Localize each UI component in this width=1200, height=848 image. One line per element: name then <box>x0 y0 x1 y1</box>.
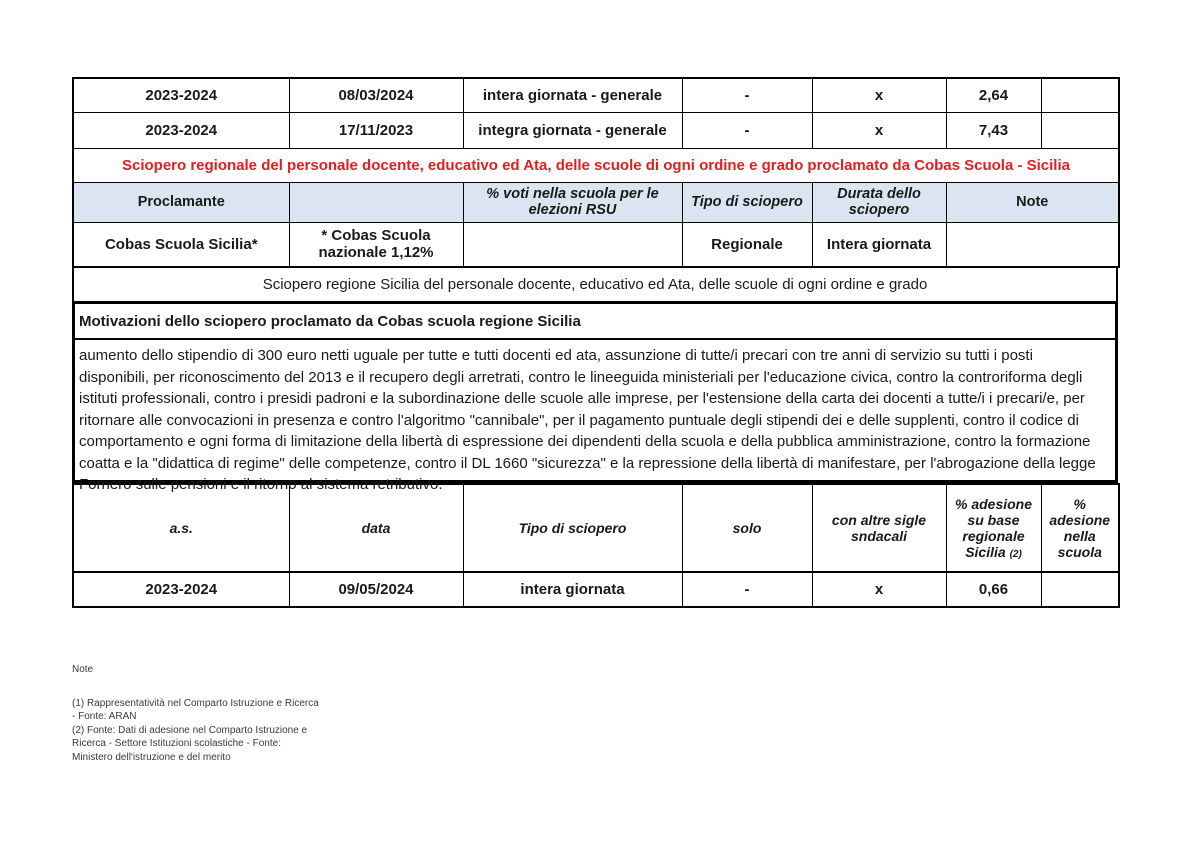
cell-solo: - <box>682 112 812 148</box>
cell-note <box>946 222 1119 267</box>
header-durata-sciopero: Durata dello sciopero <box>812 182 946 222</box>
motivazioni-title: Motivazioni dello sciopero proclamato da Cobas scuola regione Sicilia <box>75 304 1115 340</box>
detail-header-row <box>73 484 1119 572</box>
cell-con-altre: x <box>812 572 946 607</box>
cell-voti <box>463 222 682 267</box>
cell-tipo: intera giornata - generale <box>463 78 682 112</box>
cell-tipo: integra giornata - generale <box>463 112 682 148</box>
header-tipo-sciopero: Tipo di sciopero <box>463 484 682 572</box>
table-row <box>73 112 1119 148</box>
region-caption: Sciopero regione Sicilia del personale docente, educativo ed Ata, delle scuole di ogni ordine e grado <box>72 268 1118 301</box>
cell-adesione-regionale: 7,43 <box>946 112 1041 148</box>
cell-adesione-scuola <box>1041 112 1119 148</box>
strike-summary-table <box>72 77 1120 268</box>
header-voti-rsu: % voti nella scuola per le elezioni RSU <box>463 182 682 222</box>
red-banner-row <box>73 148 1119 182</box>
motivazioni-body: aumento dello stipendio di 300 euro netti uguale per tutte e tutti docenti ed ata, assunzione di tutte/i precari con tre anni di servizio su tutti i posti disponibili, per riconoscimento del 2013 e il recupero degli arretrati, contro le lineeguida ministeriali per l'educazione civica, contro la controriforma degli istituti professionali, contro i presidi padroni e la subordinazione delle scuole alle imprese, per l'estensione della carta dei docenti a tutte/i i precari/e, per ritornare alle convocazioni in presenza e contro l'algoritmo "cannibale", per il pagamento puntuale degli stipendi dei e delle supplenti, contro il codice di comportamento e ogni forma di limitazione della libertà di espressione dei dipendenti della scuola e della pubblica amministrazione, contro la formazione coatta e la "didattica di regime" delle competenze, contro il DL 1660 "sicurezza" e la repressione della libertà di manifestare, per l'abrogazione della legge Fornero sulle pensioni e il ritorno al sistema retributivo. <box>79 347 1096 493</box>
document-page <box>72 77 1118 764</box>
cell-tipo: intera giornata <box>463 572 682 607</box>
header-adesione-scuola: % adesione nella scuola <box>1041 484 1119 572</box>
header-tipo-sciopero: Tipo di sciopero <box>682 182 812 222</box>
footnote-1: (1) Rappresentatività nel Comparto Istruzione e Ricerca - Fonte: ARAN <box>72 697 319 722</box>
cell-data: 09/05/2024 <box>289 572 463 607</box>
strike-detail-table <box>72 483 1120 608</box>
cell-as: 2023-2024 <box>73 112 289 148</box>
header-data: data <box>289 484 463 572</box>
cell-adesione-regionale: 2,64 <box>946 78 1041 112</box>
cell-as: 2023-2024 <box>73 78 289 112</box>
header-solo: solo <box>682 484 812 572</box>
cell-data: 17/11/2023 <box>289 112 463 148</box>
footnotes <box>72 663 324 764</box>
header-proclamante: Proclamante <box>73 182 289 222</box>
cell-con-altre: x <box>812 112 946 148</box>
footnotes-title: Note <box>72 664 94 675</box>
cell-dettaglio-nazionale: * Cobas Scuola nazionale 1,12% <box>289 222 463 267</box>
detail-data-row <box>73 572 1119 607</box>
cell-durata: Intera giornata <box>812 222 946 267</box>
cell-solo: - <box>682 572 812 607</box>
header-adesione-regionale <box>946 484 1041 572</box>
cell-solo: - <box>682 78 812 112</box>
header-footnote-ref: (2) <box>1009 549 1022 560</box>
motivazioni-box <box>72 301 1118 493</box>
cell-as: 2023-2024 <box>73 572 289 607</box>
proclamante-header-row <box>73 182 1119 222</box>
cell-con-altre: x <box>812 78 946 112</box>
table-row <box>73 78 1119 112</box>
cell-proclamante: Cobas Scuola Sicilia* <box>73 222 289 267</box>
proclamante-data-row <box>73 222 1119 267</box>
cell-data: 08/03/2024 <box>289 78 463 112</box>
cell-tipo: Regionale <box>682 222 812 267</box>
header-empty <box>289 182 463 222</box>
cell-adesione-scuola <box>1041 572 1119 607</box>
header-note: Note <box>946 182 1119 222</box>
header-con-altre-sigle: con altre sigle sndacali <box>812 484 946 572</box>
header-adesione-regionale-text: % adesione su base regionale Sicilia <box>954 496 1033 560</box>
strike-banner-text: Sciopero regionale del personale docente, educativo ed Ata, delle scuole di ogni ordine e grado proclamato da Cobas Scuola - Sicilia <box>73 148 1119 182</box>
cell-adesione-scuola <box>1041 78 1119 112</box>
cell-adesione-regionale: 0,66 <box>946 572 1041 607</box>
footnote-2: (2) Fonte: Dati di adesione nel Comparto Istruzione e Ricerca - Settore Istituzioni scolastiche - Fonte: Ministero dell'istruzione e del merito <box>72 724 308 763</box>
header-as: a.s. <box>73 484 289 572</box>
